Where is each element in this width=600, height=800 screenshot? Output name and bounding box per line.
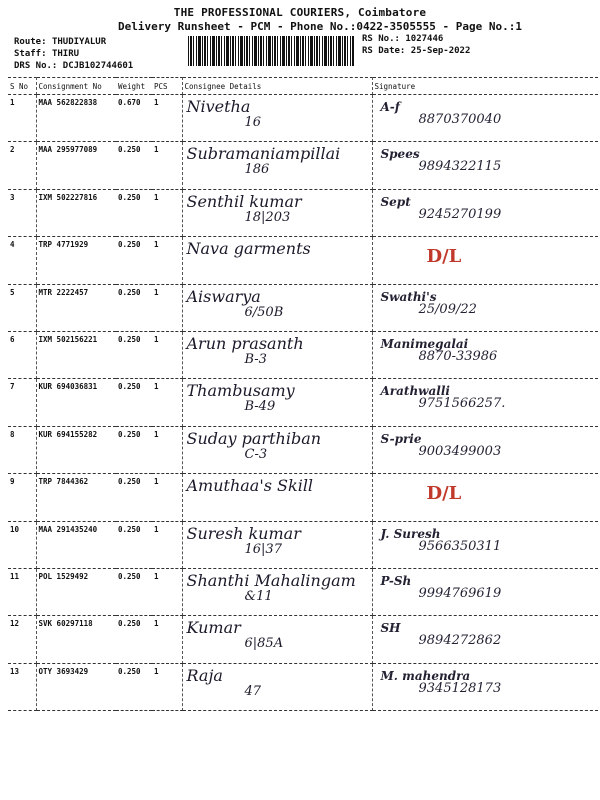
- cell-signature: [372, 142, 598, 189]
- cell-sno: 4: [8, 237, 36, 284]
- table-row: [8, 426, 598, 473]
- table-row: [8, 284, 598, 331]
- table-row: [8, 237, 598, 284]
- cell-sno: 13: [8, 663, 36, 710]
- consignee-address: B-49: [244, 399, 276, 415]
- cell-weight: 0.250: [116, 237, 152, 284]
- cell-signature: [372, 237, 598, 284]
- rs-no-value: 1027446: [405, 34, 444, 44]
- signature-mark: Arathwalli: [380, 384, 450, 399]
- col-pcs: PCS: [152, 78, 182, 95]
- drs-value: DCJB102744601: [62, 61, 134, 71]
- drs-line: [14, 61, 133, 71]
- table-row: [8, 663, 598, 710]
- cell-consignee: [182, 616, 372, 663]
- signature-box: [375, 382, 597, 422]
- consignee-name: Amuthaa's Skill: [186, 476, 314, 496]
- cell-weight: 0.250: [116, 331, 152, 378]
- signature-box: [375, 430, 597, 470]
- cell-consignment: KUR 694036831: [36, 379, 116, 426]
- rs-date-value: 25-Sep-2022: [410, 46, 471, 56]
- signature-mark: A-f: [380, 100, 400, 114]
- cell-consignment: IXM 502227816: [36, 189, 116, 236]
- cell-consignee: [182, 284, 372, 331]
- cell-weight: 0.250: [116, 474, 152, 521]
- consignee-name: Shanthi Mahalingam: [186, 570, 356, 590]
- cell-consignee: [182, 379, 372, 426]
- consignee-address: 6|85A: [244, 636, 284, 652]
- cell-weight: 0.250: [116, 284, 152, 331]
- signature-phone: 8870-33986: [418, 348, 498, 364]
- rs-date-label: RS Date:: [362, 46, 406, 56]
- cell-consignee: [182, 568, 372, 615]
- consignee-name: Senthil kumar: [186, 191, 302, 211]
- cell-sno: 7: [8, 379, 36, 426]
- cell-sno: 6: [8, 331, 36, 378]
- signature-phone: 9345128173: [418, 680, 502, 696]
- cell-signature: [372, 189, 598, 236]
- cell-consignment: OTY 3693429: [36, 663, 116, 710]
- cell-weight: 0.670: [116, 95, 152, 142]
- signature-box: [375, 572, 597, 612]
- signature-mark: Sept: [380, 194, 411, 209]
- cell-weight: 0.250: [116, 616, 152, 663]
- consignee-name: Raja: [186, 665, 223, 685]
- cell-weight: 0.250: [116, 189, 152, 236]
- table-row: [8, 379, 598, 426]
- signature-box: [375, 240, 597, 280]
- cell-pcs: 1: [152, 663, 182, 710]
- table-header-row: [8, 78, 598, 95]
- signature-box: [375, 525, 597, 565]
- consignee-name: Subramaniampillai: [186, 144, 341, 164]
- consignee-name: Nivetha: [186, 97, 251, 116]
- cell-consignment: POL 1529492: [36, 568, 116, 615]
- consignee-address: &11: [244, 588, 273, 604]
- consignee-address: 16|37: [244, 541, 282, 557]
- cell-signature: [372, 663, 598, 710]
- cell-pcs: 1: [152, 284, 182, 331]
- signature-phone: 9994769619: [418, 585, 502, 601]
- cell-signature: [372, 616, 598, 663]
- cell-consignee: [182, 663, 372, 710]
- signature-phone: 9894322115: [418, 159, 502, 175]
- delivery-table: [8, 77, 598, 711]
- signature-box: [375, 667, 597, 707]
- table-row: [8, 331, 598, 378]
- cell-consignment: KUR 694155282: [36, 426, 116, 473]
- consignee-name: Thambusamy: [186, 381, 295, 401]
- cell-consignment: TRP 7844362: [36, 474, 116, 521]
- signature-box: [375, 335, 597, 375]
- cell-sno: 9: [8, 474, 36, 521]
- cell-consignment: MAA 562822838: [36, 95, 116, 142]
- cell-consignment: MAA 291435240: [36, 521, 116, 568]
- cell-pcs: 1: [152, 474, 182, 521]
- table-row: [8, 616, 598, 663]
- consignee-address: B-3: [244, 351, 267, 367]
- runsheet-title: Delivery Runsheet - PCM - Phone No.:0422-3505555 - Page No.:1: [118, 20, 522, 33]
- consignee-address: C-3: [244, 446, 268, 462]
- cell-pcs: 1: [152, 331, 182, 378]
- cell-signature: [372, 426, 598, 473]
- cell-weight: 0.250: [116, 663, 152, 710]
- cell-pcs: 1: [152, 616, 182, 663]
- cell-consignee: [182, 521, 372, 568]
- cell-consignment: IXM 502156221: [36, 331, 116, 378]
- cell-pcs: 1: [152, 237, 182, 284]
- route-value: THUDIYALUR: [51, 37, 107, 47]
- cell-sno: 12: [8, 616, 36, 663]
- signature-phone: 9751566257.: [418, 396, 506, 412]
- consignee-address: 16: [244, 115, 262, 130]
- signature-box: [375, 477, 597, 517]
- cell-pcs: 1: [152, 426, 182, 473]
- table-row: [8, 189, 598, 236]
- company-title: THE PROFESSIONAL COURIERS, Coimbatore: [173, 6, 427, 19]
- consignee-address: 47: [244, 683, 262, 699]
- consignee-name: Nava garments: [186, 239, 311, 259]
- signature-phone: 8870370040: [418, 112, 502, 127]
- cell-consignee: [182, 142, 372, 189]
- rs-no-line: [362, 34, 443, 44]
- cell-consignment: MAA 295977089: [36, 142, 116, 189]
- cell-pcs: 1: [152, 568, 182, 615]
- cell-consignee: [182, 95, 372, 142]
- drs-label: DRS No.:: [14, 61, 58, 71]
- signature-mark: Swathi's: [380, 289, 437, 304]
- consignee-name: Kumar: [186, 618, 241, 638]
- signature-mark: Spees: [380, 147, 420, 162]
- signature-box: [375, 619, 597, 659]
- consignee-name: Aiswarya: [186, 286, 261, 306]
- cell-signature: [372, 95, 598, 142]
- signature-mark: P-Sh: [380, 573, 412, 588]
- cell-weight: 0.250: [116, 379, 152, 426]
- cell-sno: 2: [8, 142, 36, 189]
- signature-mark: M. mahendra: [380, 668, 471, 683]
- cell-signature: [372, 284, 598, 331]
- cell-consignee: [182, 189, 372, 236]
- signature-box: [375, 98, 597, 138]
- cell-signature: [372, 379, 598, 426]
- consignee-name: Suday parthiban: [186, 428, 322, 448]
- door-locked-mark: D/L: [426, 246, 462, 268]
- cell-consignment: MTR 2222457: [36, 284, 116, 331]
- signature-box: [375, 288, 597, 328]
- barcode: [188, 36, 354, 66]
- cell-sno: 3: [8, 189, 36, 236]
- cell-weight: 0.250: [116, 142, 152, 189]
- rs-date-line: [362, 46, 470, 56]
- cell-sno: 5: [8, 284, 36, 331]
- consignee-name: Arun prasanth: [186, 333, 304, 353]
- signature-mark: SH: [380, 621, 401, 636]
- signature-mark: Manimegalai: [380, 336, 469, 351]
- signature-phone: 9894272862: [418, 633, 502, 649]
- signature-mark: J. Suresh: [380, 526, 441, 541]
- cell-pcs: 1: [152, 379, 182, 426]
- cell-signature: [372, 568, 598, 615]
- cell-consignment: SVK 60297118: [36, 616, 116, 663]
- cell-weight: 0.250: [116, 568, 152, 615]
- table-row: [8, 521, 598, 568]
- door-locked-mark: D/L: [426, 483, 462, 505]
- cell-weight: 0.250: [116, 521, 152, 568]
- col-signature: Signature: [372, 78, 598, 95]
- staff-line: [14, 49, 79, 59]
- cell-consignment: TRP 4771929: [36, 237, 116, 284]
- cell-consignee: [182, 426, 372, 473]
- signature-phone: 9003499003: [418, 443, 502, 459]
- consignee-address: 18|203: [244, 209, 291, 225]
- cell-sno: 1: [8, 95, 36, 142]
- signature-box: [375, 145, 597, 185]
- staff-value: THIRU: [51, 49, 80, 59]
- col-weight: Weight: [116, 78, 152, 95]
- route-line: [14, 37, 106, 47]
- cell-sno: 8: [8, 426, 36, 473]
- consignee-address: 186: [244, 162, 270, 178]
- cell-pcs: 1: [152, 189, 182, 236]
- consignee-name: Suresh kumar: [186, 523, 301, 543]
- signature-box: [375, 193, 597, 233]
- cell-consignee: [182, 237, 372, 284]
- col-sno: S No: [8, 78, 36, 95]
- cell-signature: [372, 521, 598, 568]
- table-row: [8, 474, 598, 521]
- table-row: [8, 95, 598, 142]
- cell-pcs: 1: [152, 95, 182, 142]
- table-row: [8, 568, 598, 615]
- table-row: [8, 142, 598, 189]
- cell-pcs: 1: [152, 142, 182, 189]
- consignee-address: 6/50B: [244, 304, 284, 320]
- cell-signature: [372, 474, 598, 521]
- col-consignee: Consignee Details: [182, 78, 372, 95]
- cell-weight: 0.250: [116, 426, 152, 473]
- col-consignment: Consignment No: [36, 78, 116, 95]
- signature-phone: 9245270199: [418, 206, 502, 222]
- signature-phone: 9566350311: [418, 538, 502, 554]
- rs-no-label: RS No.:: [362, 34, 400, 44]
- cell-sno: 10: [8, 521, 36, 568]
- staff-label: Staff:: [14, 49, 47, 59]
- route-label: Route:: [14, 37, 47, 47]
- cell-consignee: [182, 474, 372, 521]
- signature-phone: 25/09/22: [418, 301, 477, 317]
- cell-signature: [372, 331, 598, 378]
- cell-sno: 11: [8, 568, 36, 615]
- cell-pcs: 1: [152, 521, 182, 568]
- cell-consignee: [182, 331, 372, 378]
- signature-mark: S-prie: [380, 431, 422, 446]
